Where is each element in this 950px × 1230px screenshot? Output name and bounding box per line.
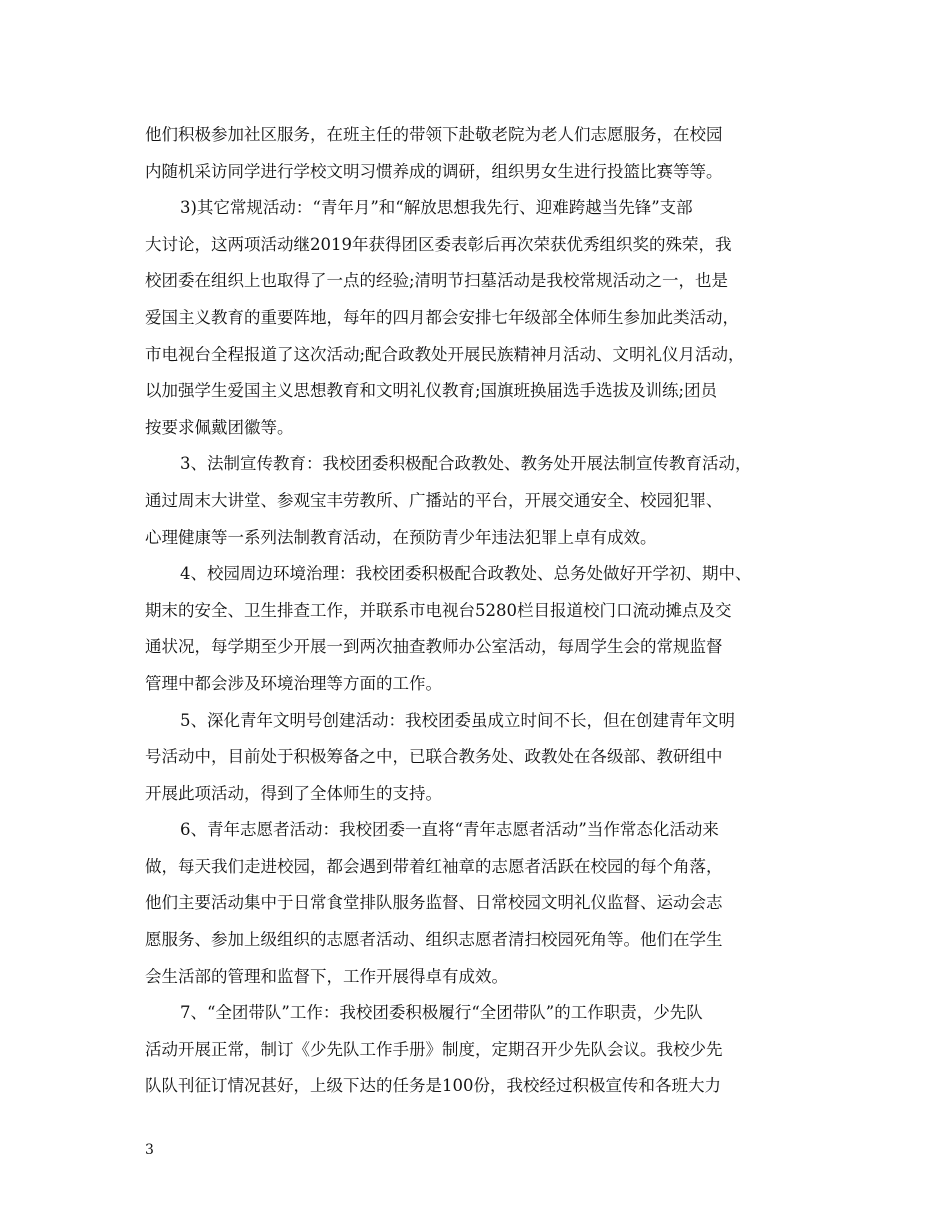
text-line: 7、“全团带队”工作：我校团委积极履行“全团带队”的工作职责，少先队	[180, 1003, 703, 1023]
text-line: 愿服务、参加上级组织的志愿者活动、组织志愿者清扫校园死角等。他们在学生	[145, 930, 723, 950]
text-line: 大讨论，这两项活动继2019年获得团区委表彰后再次荣获优秀组织奖的殊荣，我	[145, 234, 732, 254]
text-line: 心理健康等一系列法制教育活动，在预防青少年违法犯罪上卓有成效。	[145, 527, 657, 547]
text-line: 活动开展正常，制订《少先队工作手册》制度，定期召开少先队会议。我校少先	[145, 1039, 723, 1059]
text-line: 会生活部的管理和监督下，工作开展得卓有成效。	[145, 966, 508, 986]
text-line: 按要求佩戴团徽等。	[145, 417, 294, 437]
page-number: 3	[145, 1142, 154, 1158]
text-line: 内随机采访同学进行学校文明习惯养成的调研，组织男女生进行投篮比赛等等。	[145, 161, 723, 181]
text-line: 开展此项活动，得到了全体师生的支持。	[145, 783, 442, 803]
text-line: 6、青年志愿者活动：我校团委一直将“青年志愿者活动”当作常态化活动来	[180, 820, 719, 840]
text-line: 他们主要活动集中于日常食堂排队服务监督、日常校园文明礼仪监督、运动会志	[145, 893, 723, 913]
text-line: 通过周末大讲堂、参观宝丰劳教所、广播站的平台，开展交通安全、校园犯罪、	[145, 490, 723, 510]
text-line: 校团委在组织上也取得了一点的经验;清明节扫墓活动是我校常规活动之一，也是	[145, 271, 729, 291]
document-body	[145, 117, 825, 1105]
text-line: 他们积极参加社区服务，在班主任的带领下赴敬老院为老人们志愿服务，在校园	[145, 125, 723, 144]
text-line: 通状况，每学期至少开展一到两次抽查教师办公室活动，每周学生会的常规监督	[145, 637, 723, 657]
text-line: 期末的安全、卫生排查工作，并联系市电视台5280栏目报道校门口流动摊点及交	[145, 600, 732, 620]
text-line: 5、深化青年文明号创建活动：我校团委虽成立时间不长，但在创建青年文明	[180, 710, 735, 730]
text-line: 管理中都会涉及环境治理等方面的工作。	[145, 673, 442, 693]
text-line: 3、法制宣传教育：我校团委积极配合政教处、教务处开展法制宣传教育活动，	[180, 454, 752, 474]
text-line: 3)其它常规活动：“青年月”和“解放思想我先行、迎难跨越当先锋”支部	[180, 198, 693, 218]
text-line: 以加强学生爱国主义思想教育和文明礼仪教育;国旗班换届选手选拔及训练;团员	[145, 381, 718, 401]
text-line: 队队刊征订情况甚好，上级下达的任务是100份，我校经过积极宣传和各班大力	[145, 1076, 721, 1096]
text-line: 市电视台全程报道了这次活动;配合政教处开展民族精神月活动、文明礼仪月活动，	[145, 344, 745, 364]
text-line: 爱国主义教育的重要阵地，每年的四月都会安排七年级部全体师生参加此类活动，	[145, 307, 739, 327]
text-line: 号活动中，目前处于积极筹备之中，已联合教务处、政教处在各级部、教研组中	[145, 747, 723, 767]
text-line: 4、校园周边环境治理：我校团委积极配合政教处、总务处做好开学初、期中、	[180, 564, 752, 584]
text-line: 做，每天我们走进校园，都会遇到带着红袖章的志愿者活跃在校园的每个角落，	[145, 856, 723, 876]
